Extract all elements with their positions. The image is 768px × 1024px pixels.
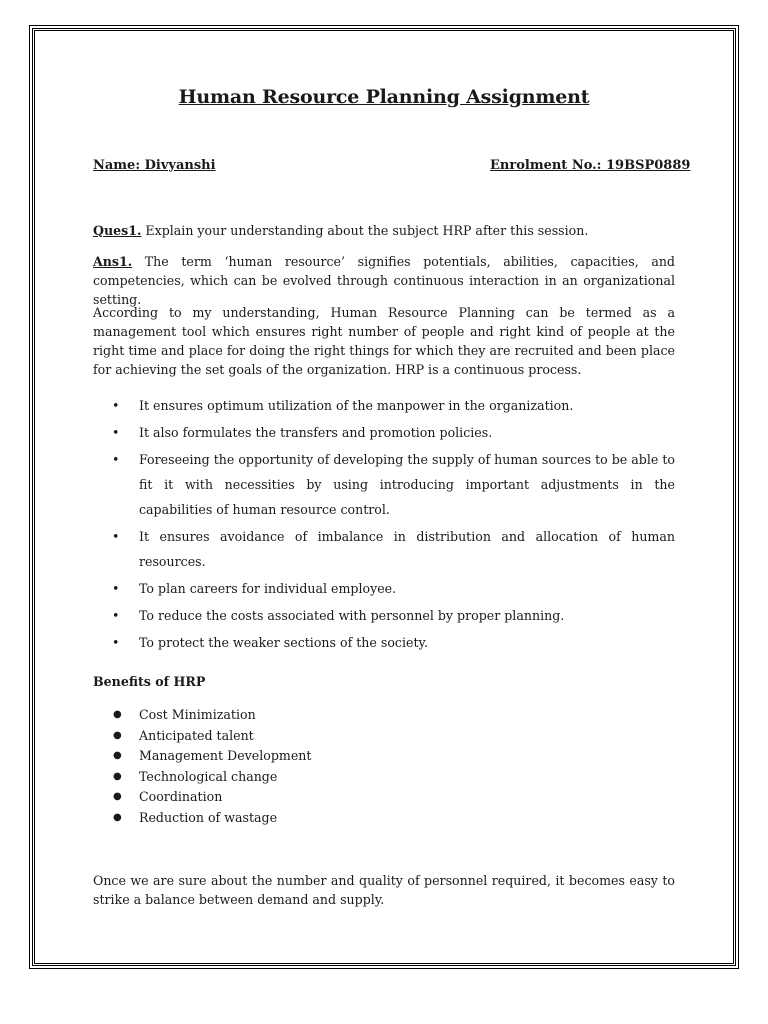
page-title: Human Resource Planning Assignment — [178, 86, 590, 108]
list-item — [93, 447, 675, 522]
list-item — [93, 420, 675, 445]
bullet-icon: ● — [113, 811, 122, 823]
list-item-text: It also formulates the transfers and promotion policies. — [139, 425, 493, 440]
bullet-icon: • — [112, 398, 120, 413]
list-item-text: Management Development — [139, 748, 312, 764]
understanding-paragraph: According to my understanding, Human Resource Planning can be termed as a management tool which ensures right number of people and right kind of people at the right time and place for doing the right things for which they are recruited and been place for achieving the set goals of the organization. HRP is a continuous process. — [93, 305, 675, 377]
list-item — [93, 787, 311, 808]
benefits-list — [93, 705, 311, 829]
bullet-icon: ● — [113, 750, 122, 762]
answer-1 — [93, 252, 675, 309]
list-item — [93, 767, 311, 788]
list-item — [93, 705, 311, 726]
conclusion-paragraph: Once we are sure about the number and quality of personnel required, it becomes easy to strike a balance between demand and supply. — [93, 873, 675, 907]
list-item-text: Reduction of wastage — [139, 809, 278, 825]
list-item-text: Foreseeing the opportunity of developing the supply of human sources to be able to fit it with necessities by using introducing important adjustments in the capabilities of human resource control. — [139, 452, 675, 517]
bullet-icon: ● — [113, 729, 122, 741]
list-item — [93, 524, 675, 574]
list-item-text: It ensures optimum utilization of the manpower in the organization. — [139, 398, 574, 413]
list-item — [93, 393, 675, 418]
bullet-icon: • — [112, 608, 120, 623]
student-name: Name: Divyanshi — [93, 158, 216, 173]
list-item — [93, 726, 311, 747]
bullet-icon: ● — [113, 770, 122, 782]
hrp-points-list — [93, 393, 675, 657]
list-item — [93, 808, 311, 829]
list-item-text: To reduce the costs associated with personnel by proper planning. — [139, 608, 565, 623]
bullet-icon: • — [112, 581, 120, 596]
bullet-icon: ● — [113, 709, 122, 720]
benefits-heading: Benefits of HRP — [93, 674, 206, 689]
answer-label: Ans1. — [93, 254, 133, 269]
list-item-text: To protect the weaker sections of the society. — [139, 635, 428, 650]
enrolment-number: Enrolment No.: 19BSP0889 — [490, 158, 691, 173]
list-item-text: To plan careers for individual employee. — [139, 581, 397, 596]
list-item — [93, 746, 311, 767]
question-1 — [93, 221, 675, 240]
list-item-text: It ensures avoidance of imbalance in distribution and allocation of human resources. — [139, 529, 675, 569]
bullet-icon: • — [112, 425, 120, 440]
question-label: Ques1. — [93, 223, 142, 238]
question-text: Explain your understanding about the subject HRP after this session. — [141, 223, 589, 238]
bullet-icon: • — [112, 529, 120, 544]
list-item-text: Coordination — [139, 789, 223, 805]
list-item — [93, 630, 675, 655]
list-item — [93, 576, 675, 601]
list-item-text: Anticipated talent — [139, 727, 254, 743]
bullet-icon: ● — [113, 791, 122, 803]
list-item-text: Cost Minimization — [139, 707, 256, 722]
list-item — [93, 603, 675, 628]
list-item-text: Technological change — [139, 768, 278, 784]
bullet-icon: • — [112, 635, 120, 650]
answer-text: The term ‘human resource’ signifies potentials, abilities, capacities, and competencies, which can be evolved through continuous interaction in an organizational setting. — [93, 254, 675, 307]
bullet-icon: • — [112, 452, 120, 467]
